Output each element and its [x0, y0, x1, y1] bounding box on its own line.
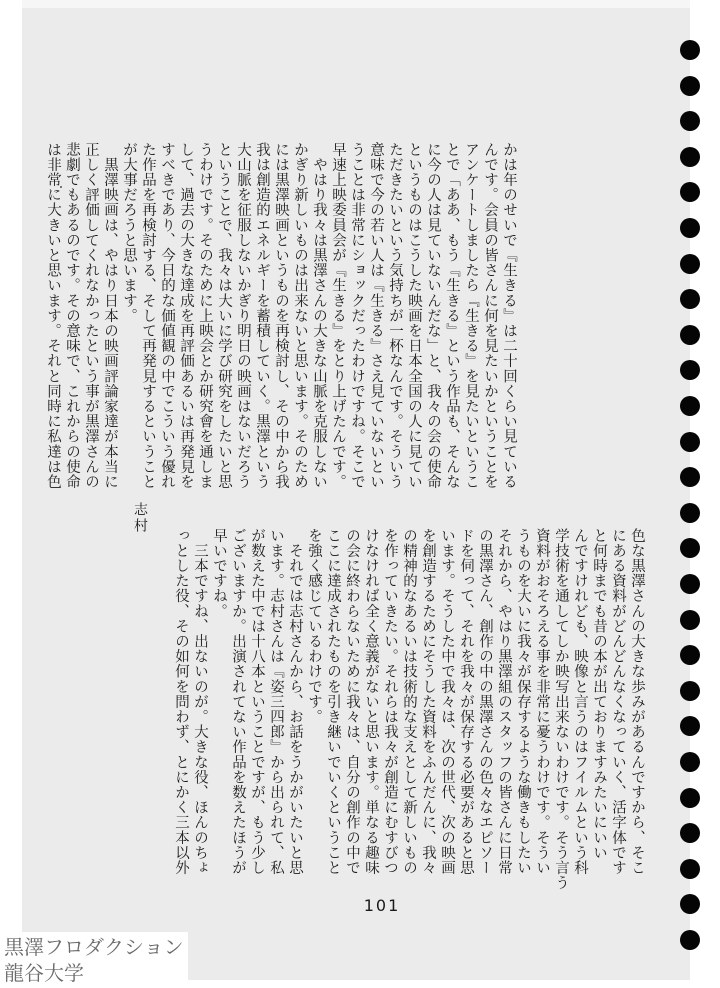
text-line: うことは非常にショックだったわけですね。そこで: [349, 142, 365, 490]
text-line: というものはこうした映画を日本全国の人に見てい: [406, 142, 422, 490]
text-line: 資料がおそろえる事を非常に憂うわけです。そうい: [534, 528, 550, 876]
text-line: には黒澤映画というものを再検討し、その中から我: [273, 142, 289, 490]
text-line: 早いですね。: [211, 528, 227, 619]
text-column-1: [45, 142, 518, 490]
binder-hole: [680, 645, 700, 665]
text-line: に今の人は見ていないんだな」と、我々の会の使命: [425, 142, 441, 490]
binder-hole: [680, 823, 700, 843]
binder-hole: [680, 432, 700, 452]
page-number: 101: [363, 896, 401, 915]
text-line: ということで、我々は大いに学び研究をしたいと思: [216, 142, 232, 490]
binder-hole: [680, 716, 700, 736]
text-line: にある資料がどんどんなくなっていく、活字体です: [610, 528, 626, 876]
text-line: の会に終わらないために我々は、自分の創作の中で: [344, 528, 360, 876]
text-line: が大事だろうと思います。: [121, 142, 137, 324]
binder-hole: [680, 788, 700, 808]
binder-hole: [680, 254, 700, 274]
text-line: を強く感じているわけです。: [306, 528, 322, 725]
binder-holes: [680, 40, 702, 960]
text-line: 三本ですね、出ないのが。大きな役、ほんのちょ: [192, 528, 208, 876]
text-line: 意味で今の若い人は『生きる』さえ見ていないとい: [368, 142, 384, 490]
text-line: 悲劇でもあるのです。その意味で、これからの使命: [64, 142, 80, 490]
binder-hole: [680, 147, 700, 167]
binder-hole: [680, 574, 700, 594]
binder-hole: [680, 182, 700, 202]
text-line: ただきたいという気持ちが一杯なんです。そういう: [387, 142, 403, 490]
binder-hole: [680, 610, 700, 630]
text-line: んですけれども、映像と言うのはフイルムという科: [572, 528, 588, 876]
text-line: の黒澤さん、創作の中の黒澤さんの色々なエピソー: [477, 528, 493, 876]
binder-hole: [680, 538, 700, 558]
text-line: ドを伺って、それを我々が保存する必要があると思: [458, 528, 474, 876]
text-line: して、過去の大きな達成を再評価あるいは再発見を: [178, 142, 194, 490]
text-line: かは年のせいで『生きる』は二十回くらい見ている: [501, 142, 517, 490]
text-line: すべきであり、今日的な価値観の中でこういう優れ: [159, 142, 175, 490]
text-line: 早速上映委員会が『生きる』をとり上げたんです。: [330, 142, 346, 490]
binder-hole: [680, 467, 700, 487]
watermark-line-1: 黒澤フロダクション: [4, 935, 184, 959]
text-line: っとした役、その如何を問わず、とにかく三本以外: [173, 528, 189, 876]
binder-hole: [680, 894, 700, 914]
text-line: た作品を再検討する、そして再発見するということ: [140, 142, 156, 490]
binder-hole: [680, 859, 700, 879]
binder-hole: [680, 752, 700, 772]
text-line: それでは志村さんから、お話をうかがいたいと思: [287, 528, 303, 876]
binder-hole: [680, 325, 700, 345]
text-line: アンケートしましたら『生きる』を見たいというこ: [463, 142, 479, 490]
binder-hole: [680, 40, 700, 60]
text-line: が数えた中では十八本ということですが、もう少し: [249, 528, 265, 876]
text-line: 我は創造的エネルギーを蓄積していく。黒澤という: [254, 142, 270, 490]
text-line: います。そうした中で我々は、次の世代、次の映画: [439, 528, 455, 876]
text-line: います。志村さんは『姿三四郎』から出られて、私: [268, 528, 284, 876]
binder-hole: [680, 76, 700, 96]
text-line: 大山脈を征服しないかぎり明日の映画はないだろう: [235, 142, 251, 490]
text-column-2: [173, 528, 646, 891]
text-line: 正しく評価してくれなかったという事が黒澤さんの: [83, 142, 99, 490]
binder-hole: [680, 218, 700, 238]
text-line: うわけです。そのために上映会とか研究會を通しま: [197, 142, 213, 490]
binder-hole: [680, 360, 700, 380]
text-line: やはり我々は黒澤さんの大きな山脈を克服しない: [311, 142, 327, 490]
text-line: うものを大いに我々が保存するような働きもしたい: [515, 528, 531, 876]
binder-hole: [680, 930, 700, 950]
text-line: ございますか。出演されてない作品を数えたほうが: [230, 528, 246, 876]
text-line: とで「ああ、もう『生きる』という作品も、そんな: [444, 142, 460, 490]
binder-hole: [680, 503, 700, 523]
text-line: 色な黒澤さんの大きな歩みがあるんですから、そこ: [629, 528, 645, 876]
text-line: かぎり新しいものは出来ないと思います。そのため: [292, 142, 308, 490]
text-line: それから、やはり黒澤組のスタッフの皆さんに日常: [496, 528, 512, 876]
watermark-line-2: 龍谷大学: [4, 961, 84, 985]
page-top-edge: [22, 0, 690, 8]
text-line: 黒澤映画は、やはり日本の映画評論家達が本当に: [102, 142, 118, 490]
text-line: を作っていきたい。それらは我々が創造にむすびつ: [382, 528, 398, 876]
text-line: ここに達成されたものを引き継いでいくということ: [325, 528, 341, 876]
binder-hole: [680, 111, 700, 131]
speaker-label: 志村: [132, 502, 148, 534]
text-line: の精神的なあるいは技術的な支えとして新しいもの: [401, 528, 417, 876]
binder-hole: [680, 681, 700, 701]
text-line: 学技術を通してしか映写出来ないわけです。そう言う: [553, 528, 569, 891]
binder-hole: [680, 396, 700, 416]
text-line: と何時までも昔の本が出ておりますみたいにいい: [591, 528, 607, 861]
watermark: [0, 932, 188, 986]
binder-hole: [680, 289, 700, 309]
text-line: けなければ全く意義がないと思います。単なる趣味: [363, 528, 379, 876]
text-line: は非常に大きいと思います。それと同時に私達は色: [45, 142, 61, 490]
text-line: を創造するためにそうした資料をふんだんに、我々: [420, 528, 436, 876]
text-line: んです。会員の皆さんに何を見たいかということを: [482, 142, 498, 490]
